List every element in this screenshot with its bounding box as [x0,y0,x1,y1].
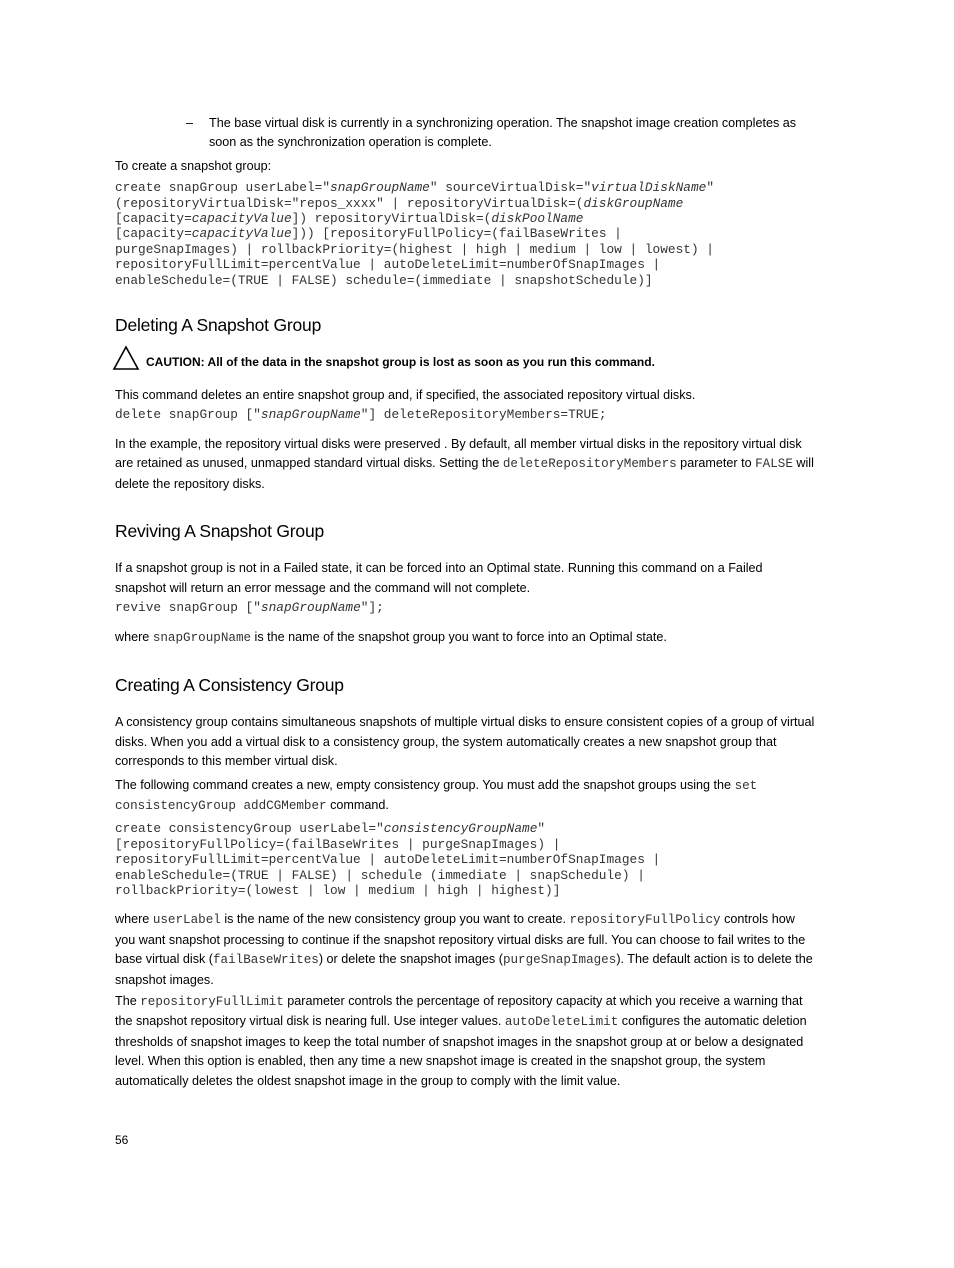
bullet-item [0,114,815,153]
code-create-consistency-group: create consistencyGroup userLabel="consistencyGroupName" [repositoryFullPolicy=(failBaseWrites | purgeSnapImages) | repositoryFullLimit=percentValue | autoDeleteLimit=numberOfSnapImages | enableSchedule=(TRUE | FALSE) | schedule (immediate | snapSchedule) | rollbackPriority=(lowest | low | medium | high | highest)] [115,821,661,898]
intro-paragraph: To create a snapshot group: [115,158,272,173]
consistency-paragraph-4: The repositoryFullLimit parameter controls the percentage of repository capacity at which you receive a warning that the snapshot repository virtual disk is nearing full. Use integer values. autoDeleteLimit configures the automatic deletion thresholds of snapshot images to keep the total number of snapshot images in the snapshot group at or below a designated level. When this option is enabled, then any time a new snapshot image is created in the snapshot group, the system automatically deletes the oldest snapshot image in the group to comply with the limit value. [115,994,807,1088]
code-create-snapgroup: create snapGroup userLabel="snapGroupName" sourceVirtualDisk="virtualDiskName" (repositoryVirtualDisk="repos_xxxx" | repositoryVirtualDisk=(diskGroupName [capacity=capacityValue]) repositoryVirtualDisk=(diskPoolName [capacity=capacityValue])) [repositoryFullPolicy=(failBaseWrites | purgeSnapImages) | rollbackPriority=(highest | high | medium | low | lowest) | repositoryFullLimit=percentValue | autoDeleteLimit=numberOfSnapImages | enableSchedule=(TRUE | FALSE) schedule=(immediate | snapshotSchedule)] [115,180,715,288]
heading-deleting-snapshot-group: Deleting A Snapshot Group [115,315,322,336]
bullet-text: The base virtual disk is currently in a synchronizing operation. The snapshot image creation completes as soon as the synchronization operation is complete. [209,116,797,150]
page-number: 56 [115,1133,129,1147]
bullet-dash: – [186,116,194,130]
caution-triangle-icon [112,345,140,371]
heading-creating-consistency-group: Creating A Consistency Group [115,674,344,695]
caution-notice [115,353,815,372]
consistency-paragraph-3: where userLabel is the name of the new consistency group you want to create. repositoryFullPolicy controls how you want snapshot processing to continue if the snapshot repository virtual disks are full. You can choose to fail writes to the base virtual disk (failBaseWrites) or delete the snapshot images (purgeSnapImages). The default action is to delete the snapshot images. [115,912,813,987]
caution-text: CAUTION: All of the data in the snapshot group is lost as soon as you run this command. [146,355,655,370]
consistency-paragraph-2: The following command creates a new, empty consistency group. You must add the snapshot groups using the set consistencyGroup addCGMember command. [115,777,758,813]
code-revive-snapgroup: revive snapGroup ["snapGroupName"]; [115,600,384,616]
delete-paragraph-1: This command deletes an entire snapshot group and, if specified, the associated repository virtual disks. [115,387,696,402]
revive-paragraph-1: If a snapshot group is not in a Failed state, it can be forced into an Optimal state. Running this command on a Failed snapshot will return an error message and the command will not complete. [115,561,763,595]
revive-paragraph-2: where snapGroupName is the name of the snapshot group you want to force into an Optimal state. [115,629,667,645]
document-page [115,112,815,1091]
code-delete-snapgroup: delete snapGroup ["snapGroupName"] deleteRepositoryMembers=TRUE; [115,407,607,423]
heading-reviving-snapshot-group: Reviving A Snapshot Group [115,520,325,541]
delete-paragraph-2: In the example, the repository virtual disks were preserved . By default, all member virtual disks in the repository virtual disk are retained as unused, unmapped standard virtual disks. Setting the deleteRepositoryMembers parameter to FALSE will delete the repository disks. [115,436,814,491]
consistency-paragraph-1: A consistency group contains simultaneous snapshots of multiple virtual disks to ensure consistent copies of a group of virtual disks. When you add a virtual disk to a consistency group, the system automatically creates a new snapshot group that corresponds to this member virtual disk. [115,715,815,769]
